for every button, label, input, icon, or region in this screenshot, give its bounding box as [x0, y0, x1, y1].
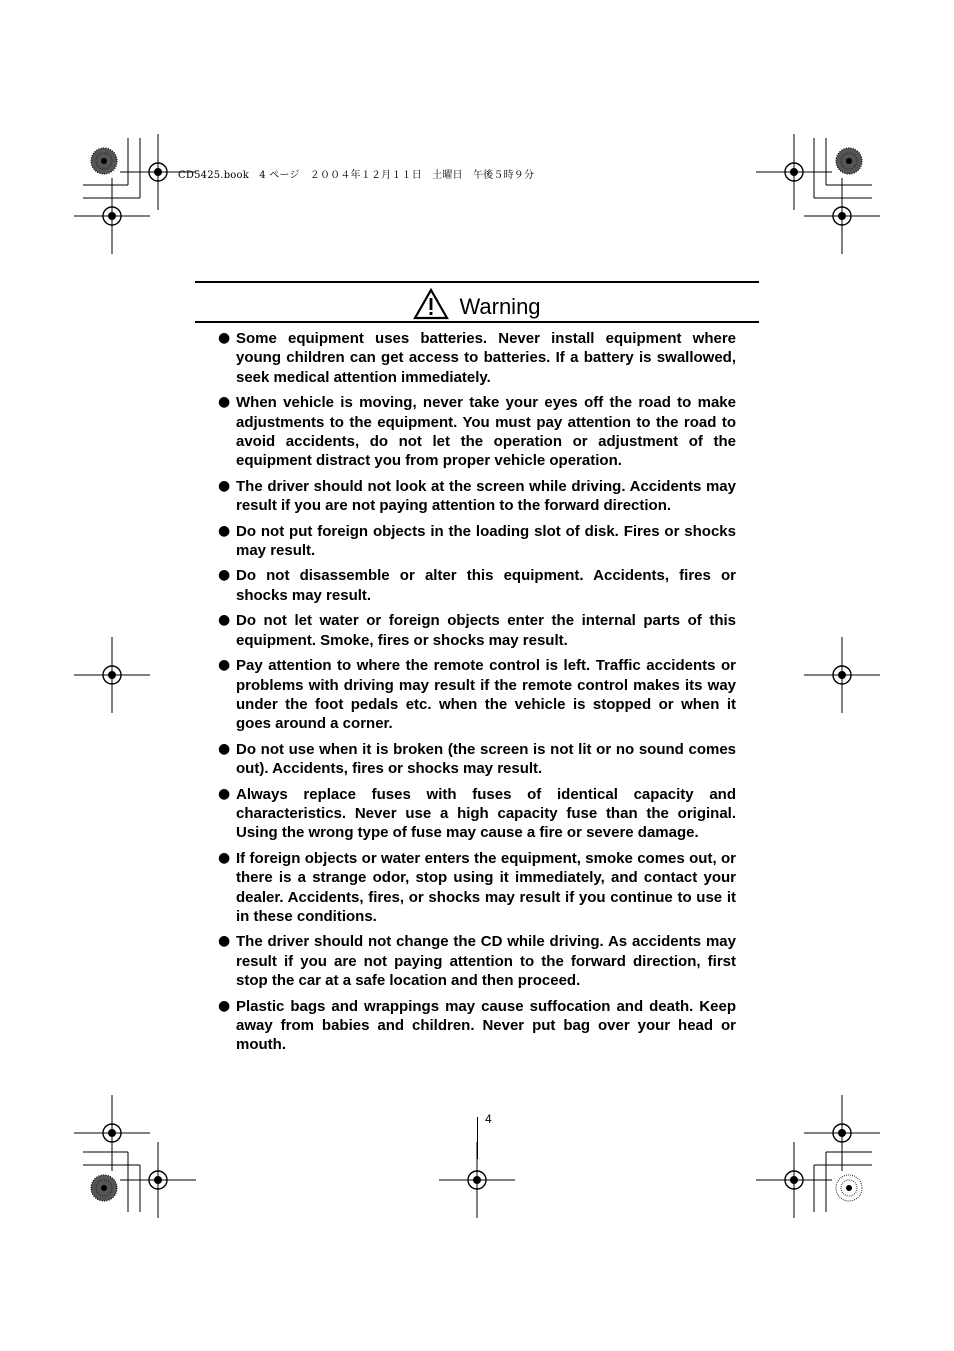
bullet-icon: ● [218, 933, 231, 950]
page-number-rule [477, 1117, 478, 1159]
warning-title-row [195, 288, 759, 322]
warning-title: Warning [459, 294, 541, 319]
item-text: Do not let water or foreign objects enter the internal parts of this equipment. Smoke, fires or shocks may result. [236, 612, 736, 649]
bullet-icon: ● [218, 997, 231, 1014]
warning-header [195, 281, 759, 323]
item-text: If foreign objects or water enters the equipment, smoke comes out, or there is a strange odor, stop using it immediately, and contact your dealer. Accidents, fires, or shocks may result if you continue to use it in these conditions. [236, 849, 736, 925]
list-item [218, 393, 736, 471]
list-item [218, 611, 736, 650]
list-item [218, 656, 736, 734]
list-item [218, 785, 736, 843]
bullet-icon: ● [218, 849, 231, 866]
list-item [218, 997, 736, 1055]
item-text: The driver should not look at the screen while driving. Accidents may result if you are not paying attention to the forward direction. [236, 477, 736, 515]
bullet-icon: ● [218, 522, 231, 539]
item-text: Do not put foreign objects in the loading slot of disk. Fires or shocks may result. [236, 522, 736, 560]
bullet-icon: ● [218, 330, 231, 346]
bullet-icon: ● [218, 612, 231, 629]
list-item [218, 566, 736, 605]
bullet-icon: ● [218, 657, 231, 674]
list-item [218, 477, 736, 516]
item-text: Do not use when it is broken (the screen is not lit or no sound comes out). Accidents, fires or shocks may result. [236, 740, 736, 778]
list-item [218, 740, 736, 779]
item-text: When vehicle is moving, never take your eyes off the road to make adjustments to the equipment. You must pay attention to the road to avoid accidents, do not let the operation or adjustment of the equipment distract you from proper vehicle operation. [236, 394, 736, 470]
bullet-icon: ● [218, 567, 231, 584]
item-text: Plastic bags and wrappings may cause suffocation and death. Keep away from babies and children. Never put bag over your head or mouth. [236, 997, 736, 1054]
bullet-icon: ● [218, 740, 231, 757]
warning-triangle-icon [413, 288, 449, 320]
print-header: CD5425.book 4 ページ ２００４年１２月１１日 土曜日 午後５時９分 [178, 170, 535, 181]
item-text: Always replace fuses with fuses of identical capacity and characteristics. Never use a high capacity fuse than the original. Using the wrong type of fuse may cause a fire or severe damage. [236, 785, 736, 842]
bullet-icon: ● [218, 394, 231, 411]
list-item [218, 849, 736, 927]
bullet-icon: ● [218, 785, 231, 802]
item-text: Do not disassemble or alter this equipment. Accidents, fires or shocks may result. [236, 567, 736, 604]
page-number: 4 [485, 1112, 492, 1126]
item-text: The driver should not change the CD while driving. As accidents may result if you are not paying attention to the forward direction, first stop the car at a safe location and then proceed. [236, 933, 736, 990]
item-text: Some equipment uses batteries. Never install equipment where young children can get access to batteries. If a battery is swallowed, seek medical attention immediately. [236, 330, 736, 386]
item-text: Pay attention to where the remote control is left. Traffic accidents or problems with driving may result if the remote control makes its way under the foot pedals etc. when the vehicle is stopped or when it goes around a corner. [236, 657, 736, 733]
list-item [218, 329, 736, 387]
warning-list [218, 329, 736, 1061]
bullet-icon: ● [218, 477, 231, 494]
list-item [218, 932, 736, 990]
list-item [218, 522, 736, 561]
